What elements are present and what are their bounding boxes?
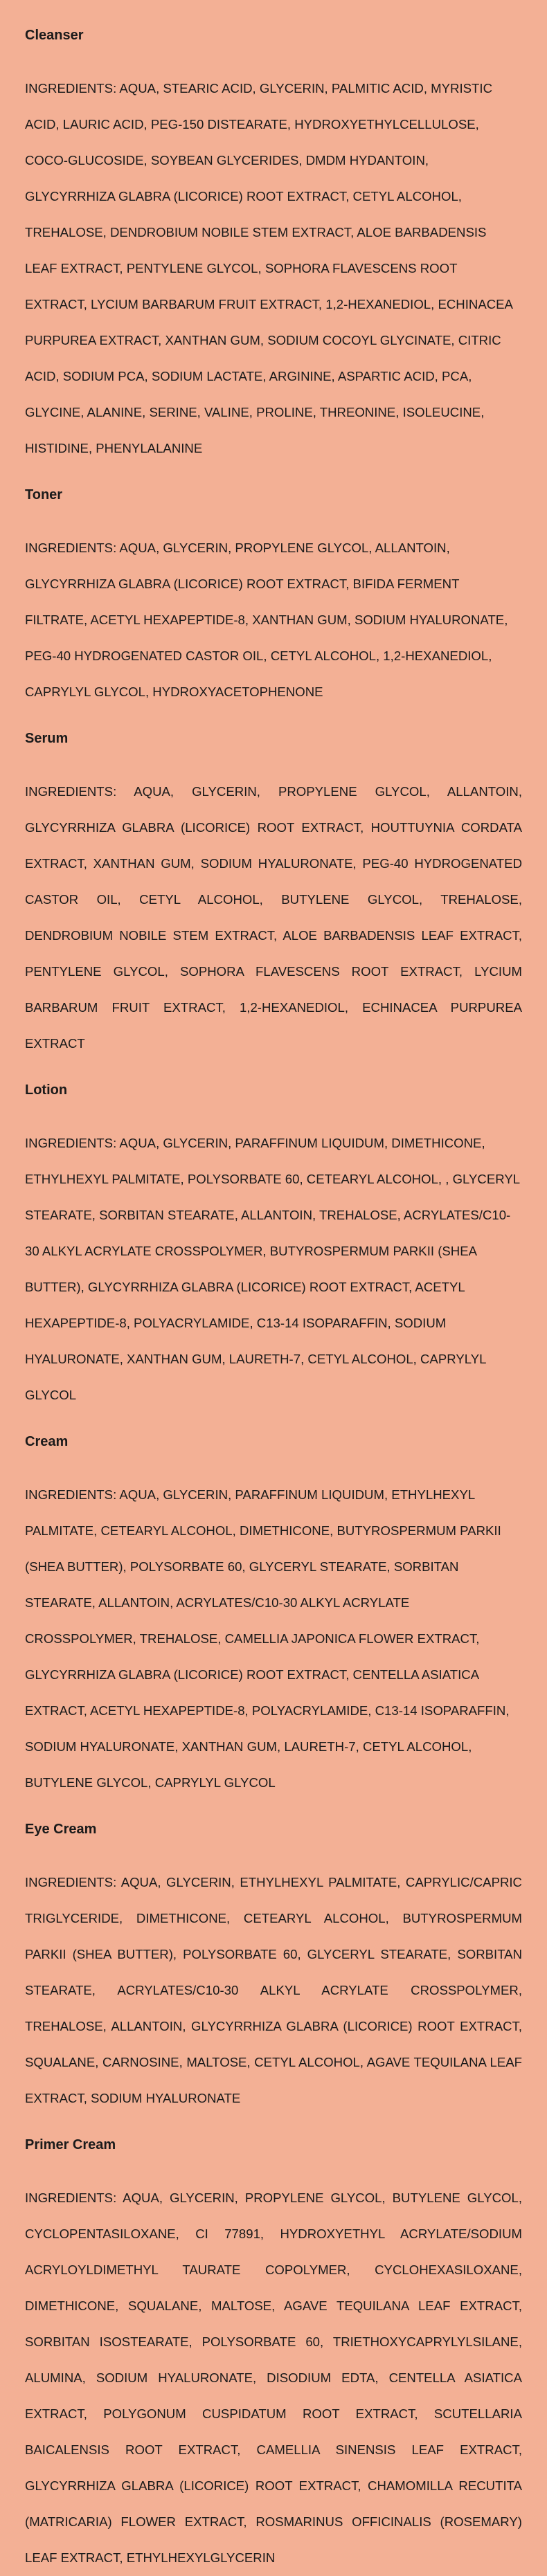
- section-toner: [25, 486, 522, 710]
- ingredients-text: INGREDIENTS: AQUA, GLYCERIN, PROPYLENE GLYCOL, ALLANTOIN, GLYCYRRHIZA GLABRA (LICORICE) ROOT EXTRACT, HOUTTUYNIA CORDATA EXTRACT, XANTHAN GUM, SODIUM HYALURONATE, PEG-40 HYDROGENATED CASTOR OIL, CETYL ALCOHOL, BUTYLENE GLYCOL, TREHALOSE, DENDROBIUM NOBILE STEM EXTRACT, ALOE BARBADENSIS LEAF EXTRACT, PENTYLENE GLYCOL, SOPHORA FLAVESCENS ROOT EXTRACT, LYCIUM BARBARUM FRUIT EXTRACT, 1,2-HEXANEDIOL, ECHINACEA PURPUREA EXTRACT: [25, 784, 522, 1051]
- section-cleanser: [25, 26, 522, 466]
- section-serum: [25, 729, 522, 1062]
- section-eye-cream: [25, 1820, 522, 2116]
- ingredients-text: INGREDIENTS: AQUA, GLYCERIN, PARAFFINUM LIQUIDUM, DIMETHICONE, ETHYLHEXYL PALMITATE, POLYSORBATE 60, CETEARYL ALCOHOL, , GLYCERYL STEARATE, SORBITAN STEARATE, ALLANTOIN, TREHALOSE, ACRYLATES/C10-30 ALKYL ACRYLATE CROSSPOLYMER, BUTYROSPERMUM PARKII (SHEA BUTTER), GLYCYRRHIZA GLABRA (LICORICE) ROOT EXTRACT, ACETYL HEXAPEPTIDE-8, POLYACRYLAMIDE, C13-14 ISOPARAFFIN, SODIUM HYALURONATE, XANTHAN GUM, LAURETH-7, CETYL ALCOHOL, CAPRYLYL GLYCOL: [25, 1136, 520, 1402]
- section-title: Serum: [25, 731, 69, 746]
- section-lotion: [25, 1081, 522, 1413]
- section-title: Cleanser: [25, 28, 84, 43]
- section-cream: [25, 1433, 522, 1801]
- section-title: Lotion: [25, 1082, 68, 1098]
- ingredients-text: INGREDIENTS: AQUA, GLYCERIN, PARAFFINUM LIQUIDUM, ETHYLHEXYL PALMITATE, CETEARYL ALCOHOL, DIMETHICONE, BUTYROSPERMUM PARKII (SHEA BUTTER), POLYSORBATE 60, GLYCERYL STEARATE, SORBITAN STEARATE, ALLANTOIN, ACRYLATES/C10-30 ALKYL ACRYLATE CROSSPOLYMER, TREHALOSE, CAMELLIA JAPONICA FLOWER EXTRACT, GLYCYRRHIZA GLABRA (LICORICE) ROOT EXTRACT, CENTELLA ASIATICA EXTRACT, ACETYL HEXAPEPTIDE-8, POLYACRYLAMIDE, C13-14 ISOPARAFFIN, SODIUM HYALURONATE, XANTHAN GUM, LAURETH-7, CETYL ALCOHOL, BUTYLENE GLYCOL, CAPRYLYL GLYCOL: [25, 1487, 510, 1790]
- section-title: Toner: [25, 487, 63, 502]
- ingredients-text: INGREDIENTS: AQUA, GLYCERIN, ETHYLHEXYL PALMITATE, CAPRYLIC/CAPRIC TRIGLYCERIDE, DIMETHICONE, CETEARYL ALCOHOL, BUTYROSPERMUM PARKII (SHEA BUTTER), POLYSORBATE 60, GLYCERYL STEARATE, SORBITAN STEARATE, ACRYLATES/C10-30 ALKYL ACRYLATE CROSSPOLYMER, TREHALOSE, ALLANTOIN, GLYCYRRHIZA GLABRA (LICORICE) ROOT EXTRACT, SQUALANE, CARNOSINE, MALTOSE, CETYL ALCOHOL, AGAVE TEQUILANA LEAF EXTRACT, SODIUM HYALURONATE: [25, 1875, 522, 2105]
- section-primer-cream: [25, 2136, 522, 2576]
- ingredients-text: INGREDIENTS: AQUA, STEARIC ACID, GLYCERIN, PALMITIC ACID, MYRISTIC ACID, LAURIC ACID, PEG-150 DISTEARATE, HYDROXYETHYLCELLULOSE, COCO-GLUCOSIDE, SOYBEAN GLYCERIDES, DMDM HYDANTOIN, GLYCYRRHIZA GLABRA (LICORICE) ROOT EXTRACT, CETYL ALCOHOL, TREHALOSE, DENDROBIUM NOBILE STEM EXTRACT, ALOE BARBADENSIS LEAF EXTRACT, PENTYLENE GLYCOL, SOPHORA FLAVESCENS ROOT EXTRACT, LYCIUM BARBARUM FRUIT EXTRACT, 1,2-HEXANEDIOL, ECHINACEA PURPUREA EXTRACT, XANTHAN GUM, SODIUM COCOYL GLYCINATE, CITRIC ACID, SODIUM PCA, SODIUM LACTATE, ARGININE, ASPARTIC ACID, PCA, GLYCINE, ALANINE, SERINE, VALINE, PROLINE, THREONINE, ISOLEUCINE, HISTIDINE, PHENYLALANINE: [25, 81, 512, 455]
- section-title: Cream: [25, 1434, 69, 1449]
- section-title: Primer Cream: [25, 2137, 116, 2152]
- ingredients-text: INGREDIENTS: AQUA, GLYCERIN, PROPYLENE GLYCOL, ALLANTOIN, GLYCYRRHIZA GLABRA (LICORICE) ROOT EXTRACT, BIFIDA FERMENT FILTRATE, ACETYL HEXAPEPTIDE-8, XANTHAN GUM, SODIUM HYALURONATE, PEG-40 HYDROGENATED CASTOR OIL, CETYL ALCOHOL, 1,2-HEXANEDIOL, CAPRYLYL GLYCOL, HYDROXYACETOPHENONE: [25, 541, 508, 699]
- section-title: Eye Cream: [25, 1822, 97, 1837]
- ingredients-text: INGREDIENTS: AQUA, GLYCERIN, PROPYLENE GLYCOL, BUTYLENE GLYCOL, CYCLOPENTASILOXANE, CI 77891, HYDROXYETHYL ACRYLATE/SODIUM ACRYLOYLDIMETHYL TAURATE COPOLYMER, CYCLOHEXASILOXANE, DIMETHICONE, SQUALANE, MALTOSE, AGAVE TEQUILANA LEAF EXTRACT, SORBITAN ISOSTEARATE, POLYSORBATE 60, TRIETHOXYCAPRYLYLSILANE, ALUMINA, SODIUM HYALURONATE, DISODIUM EDTA, CENTELLA ASIATICA EXTRACT, POLYGONUM CUSPIDATUM ROOT EXTRACT, SCUTELLARIA BAICALENSIS ROOT EXTRACT, CAMELLIA SINENSIS LEAF EXTRACT, GLYCYRRHIZA GLABRA (LICORICE) ROOT EXTRACT, CHAMOMILLA RECUTITA (MATRICARIA) FLOWER EXTRACT, ROSMARINUS OFFICINALIS (ROSEMARY) LEAF EXTRACT, ETHYLHEXYLGLYCERIN: [25, 2190, 522, 2565]
